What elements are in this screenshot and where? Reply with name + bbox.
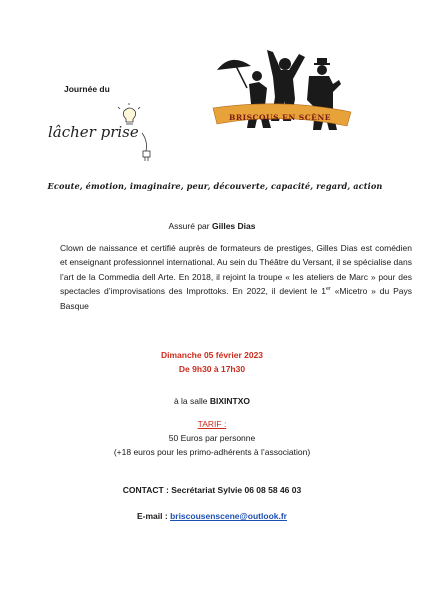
lacher-prise-text: lâcher prise bbox=[48, 123, 139, 141]
tarif-price: 50 Euros par personne bbox=[168, 433, 256, 443]
bio-superscript: er bbox=[325, 286, 331, 293]
bio-text-part2: «Micetro » du Pays Basque bbox=[60, 286, 413, 311]
intervenant-prefix: Assuré par bbox=[168, 221, 210, 231]
intervenant-line bbox=[0, 221, 424, 231]
bio-text-part1: Clown de naissance et certifié auprès de formateurs de prestiges, Gilles Dias est comédien et enseignant professionnel international. Au sein du Théâtre du Versant, il se spécialise dans l’art de la Commedia dell Arte. En 2018, il rejoint la troupe « les ateliers de Marc » pour des spectacles d’improvisations des Improttoks. En 2022, il devient le 1 bbox=[60, 243, 412, 297]
briscous-banner-text: BRISCOUS EN SCÈNE bbox=[229, 113, 331, 122]
event-venue bbox=[0, 396, 424, 406]
lacher-prise-logo bbox=[46, 103, 166, 173]
event-date: Dimanche 05 février 2023 bbox=[160, 350, 264, 360]
venue-prefix: à la salle bbox=[173, 396, 208, 406]
email-line bbox=[0, 511, 424, 521]
keywords-line: Ecoute, émotion, imaginaire, peur, découverte, capacité, regard, action bbox=[47, 181, 383, 191]
briscous-en-scene-logo bbox=[205, 40, 355, 140]
journee-title: Journée du bbox=[64, 84, 110, 94]
tarif-note: (+18 euros pour les primo-adhérents à l’association) bbox=[113, 447, 311, 457]
tarif-heading: TARIF : bbox=[197, 419, 227, 429]
bio-paragraph bbox=[60, 241, 412, 313]
email-label: E-mail : bbox=[136, 511, 168, 521]
venue-name: BIXINTXO bbox=[209, 396, 251, 406]
event-hours: De 9h30 à 17h30 bbox=[178, 364, 246, 374]
contact-line: CONTACT : Secrétariat Sylvie 06 08 58 46 03 bbox=[122, 485, 302, 495]
email-link[interactable]: briscousenscene@outlook.fr bbox=[170, 511, 287, 521]
intervenant-name: Gilles Dias bbox=[212, 221, 256, 231]
